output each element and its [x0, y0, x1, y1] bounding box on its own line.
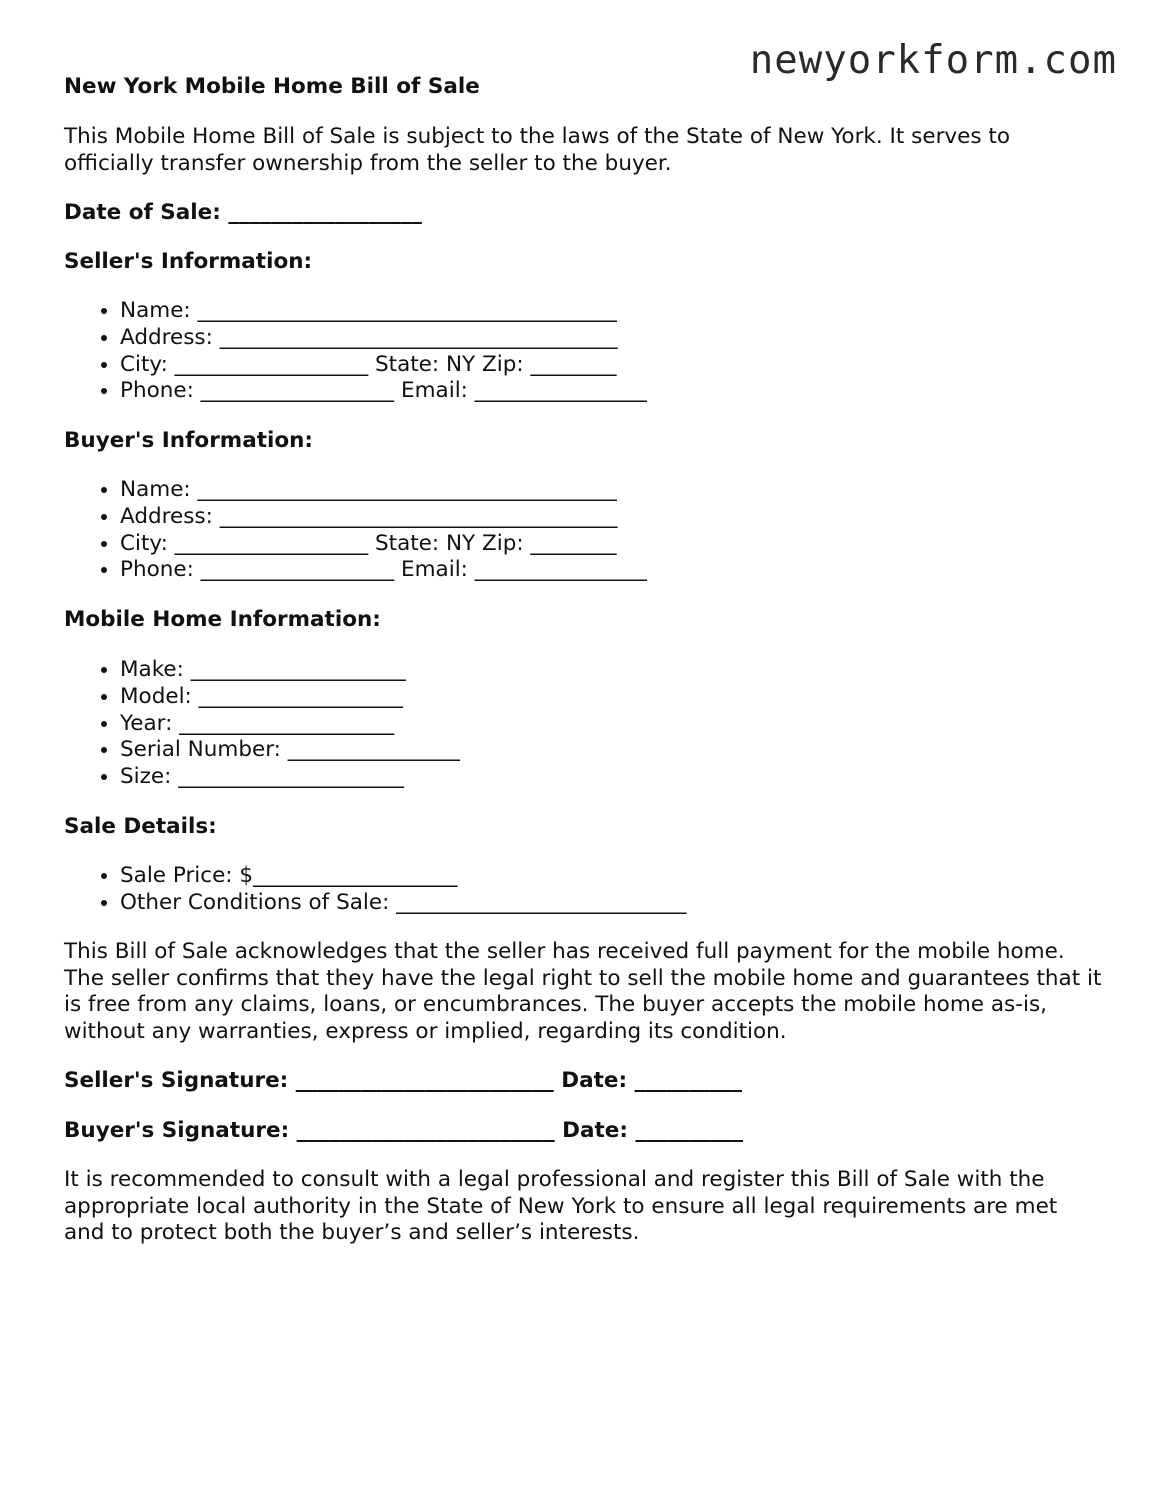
buyer-info-list	[64, 477, 647, 584]
sale-details-heading: Sale Details:	[64, 814, 217, 839]
buyer-city-state-zip-field[interactable]: • City: __________________ State: NY Zip: ________	[120, 531, 647, 558]
document-title: New York Mobile Home Bill of Sale	[64, 74, 480, 99]
seller-address-field[interactable]: • Address: _____________________________________	[120, 325, 647, 352]
date-of-sale-field[interactable]: Date of Sale: __________________	[64, 200, 422, 225]
model-field[interactable]: • Model: ___________________	[120, 684, 460, 711]
seller-info-heading: Seller's Information:	[64, 249, 313, 274]
seller-signature-field[interactable]: Seller's Signature: ________________________ Date: __________	[64, 1068, 743, 1093]
seller-city-state-zip-field[interactable]: • City: __________________ State: NY Zip: ________	[120, 352, 647, 379]
size-field[interactable]: • Size: _____________________	[120, 764, 460, 791]
buyer-phone-email-field[interactable]: • Phone: __________________ Email: ________________	[120, 557, 647, 584]
seller-name-field[interactable]: • Name: _______________________________________	[120, 298, 647, 325]
recommendation-paragraph: It is recommended to consult with a legal professional and register this Bill of Sale with the appropriate local authority in the State of New York to ensure all legal requirements are met and to protect both the buyer’s and seller’s interests.	[64, 1167, 1058, 1246]
make-field[interactable]: • Make: ____________________	[120, 657, 460, 684]
mobile-home-info-heading: Mobile Home Information:	[64, 607, 381, 632]
site-watermark: newyorkform.com	[749, 38, 1117, 83]
buyer-address-field[interactable]: • Address: _____________________________________	[120, 504, 647, 531]
buyer-name-field[interactable]: • Name: _______________________________________	[120, 477, 647, 504]
acknowledgment-paragraph: This Bill of Sale acknowledges that the seller has received full payment for the mobile home. The seller confirms that they have the legal right to sell the mobile home and guarantees that it is free from any claims, loans, or encumbrances. The buyer accepts the mobile home as-is, without any warranties, express or implied, regarding its condition.	[64, 939, 1102, 1045]
buyer-info-heading: Buyer's Information:	[64, 428, 314, 453]
buyer-signature-field[interactable]: Buyer's Signature: ________________________ Date: __________	[64, 1118, 743, 1143]
mobile-home-info-list	[64, 657, 460, 791]
other-conditions-field[interactable]: • Other Conditions of Sale: ___________________________	[120, 890, 686, 917]
seller-info-list	[64, 298, 647, 405]
sale-details-list	[64, 863, 686, 917]
serial-number-field[interactable]: • Serial Number: ________________	[120, 737, 460, 764]
year-field[interactable]: • Year: ____________________	[120, 711, 460, 738]
sale-price-field[interactable]: • Sale Price: $___________________	[120, 863, 686, 890]
intro-paragraph: This Mobile Home Bill of Sale is subject to the laws of the State of New York. It serves to officially transfer ownership from the seller to the buyer.	[64, 124, 1010, 176]
seller-phone-email-field[interactable]: • Phone: __________________ Email: ________________	[120, 378, 647, 405]
